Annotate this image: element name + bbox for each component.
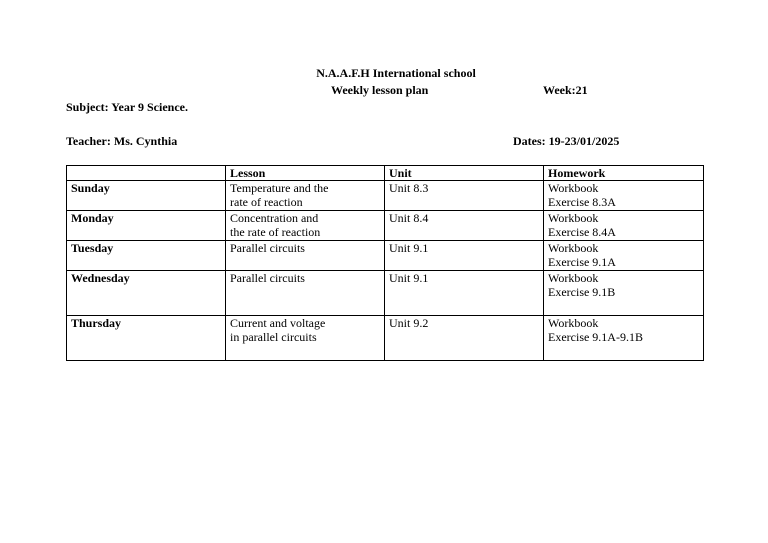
table-row bbox=[67, 241, 704, 271]
table-row bbox=[67, 271, 704, 316]
table-header-row bbox=[67, 166, 704, 181]
lesson-line: Parallel circuits bbox=[230, 271, 305, 285]
lesson-cell bbox=[226, 211, 385, 241]
lesson-line: rate of reaction bbox=[230, 195, 303, 209]
lesson-line: Current and voltage bbox=[230, 316, 326, 330]
plan-title: Weekly lesson plan bbox=[331, 83, 429, 97]
homework-line: Exercise 8.4A bbox=[548, 225, 616, 239]
column-header-homework: Homework bbox=[544, 166, 704, 181]
homework-cell bbox=[544, 241, 704, 271]
unit-cell: Unit 8.3 bbox=[385, 181, 544, 211]
homework-line: Exercise 9.1A bbox=[548, 255, 616, 269]
column-header-day bbox=[67, 166, 226, 181]
lesson-line: Concentration and bbox=[230, 211, 319, 225]
homework-line: Workbook bbox=[548, 211, 599, 225]
week-label: Week:21 bbox=[543, 83, 588, 97]
table-row bbox=[67, 211, 704, 241]
lesson-cell bbox=[226, 241, 385, 271]
lesson-line: Parallel circuits bbox=[230, 241, 305, 255]
column-header-lesson: Lesson bbox=[226, 166, 385, 181]
day-cell: Tuesday bbox=[67, 241, 226, 271]
table-row bbox=[67, 181, 704, 211]
day-cell: Wednesday bbox=[67, 271, 226, 316]
lesson-line: Temperature and the bbox=[230, 181, 329, 195]
table-row bbox=[67, 316, 704, 361]
day-cell: Sunday bbox=[67, 181, 226, 211]
unit-cell: Unit 8.4 bbox=[385, 211, 544, 241]
homework-line: Workbook bbox=[548, 316, 599, 330]
homework-cell bbox=[544, 211, 704, 241]
homework-line: Workbook bbox=[548, 271, 599, 285]
lesson-cell bbox=[226, 181, 385, 211]
homework-line: Exercise 9.1B bbox=[548, 285, 616, 299]
school-name: N.A.A.F.H International school bbox=[316, 66, 476, 80]
dates-line: Dates: 19-23/01/2025 bbox=[513, 134, 620, 148]
homework-cell bbox=[544, 271, 704, 316]
day-cell: Monday bbox=[67, 211, 226, 241]
lesson-plan-table bbox=[66, 165, 704, 361]
unit-cell: Unit 9.1 bbox=[385, 241, 544, 271]
homework-line: Exercise 9.1A-9.1B bbox=[548, 330, 643, 344]
homework-cell bbox=[544, 316, 704, 361]
homework-line: Workbook bbox=[548, 241, 599, 255]
teacher-line: Teacher: Ms. Cynthia bbox=[66, 134, 178, 148]
day-cell: Thursday bbox=[67, 316, 226, 361]
homework-line: Workbook bbox=[548, 181, 599, 195]
lesson-line: in parallel circuits bbox=[230, 330, 317, 344]
homework-cell bbox=[544, 181, 704, 211]
unit-cell: Unit 9.2 bbox=[385, 316, 544, 361]
subject-line: Subject: Year 9 Science. bbox=[66, 100, 188, 114]
column-header-unit: Unit bbox=[385, 166, 544, 181]
lesson-cell bbox=[226, 316, 385, 361]
unit-cell: Unit 9.1 bbox=[385, 271, 544, 316]
lesson-line: the rate of reaction bbox=[230, 225, 321, 239]
homework-line: Exercise 8.3A bbox=[548, 195, 616, 209]
lesson-cell bbox=[226, 271, 385, 316]
